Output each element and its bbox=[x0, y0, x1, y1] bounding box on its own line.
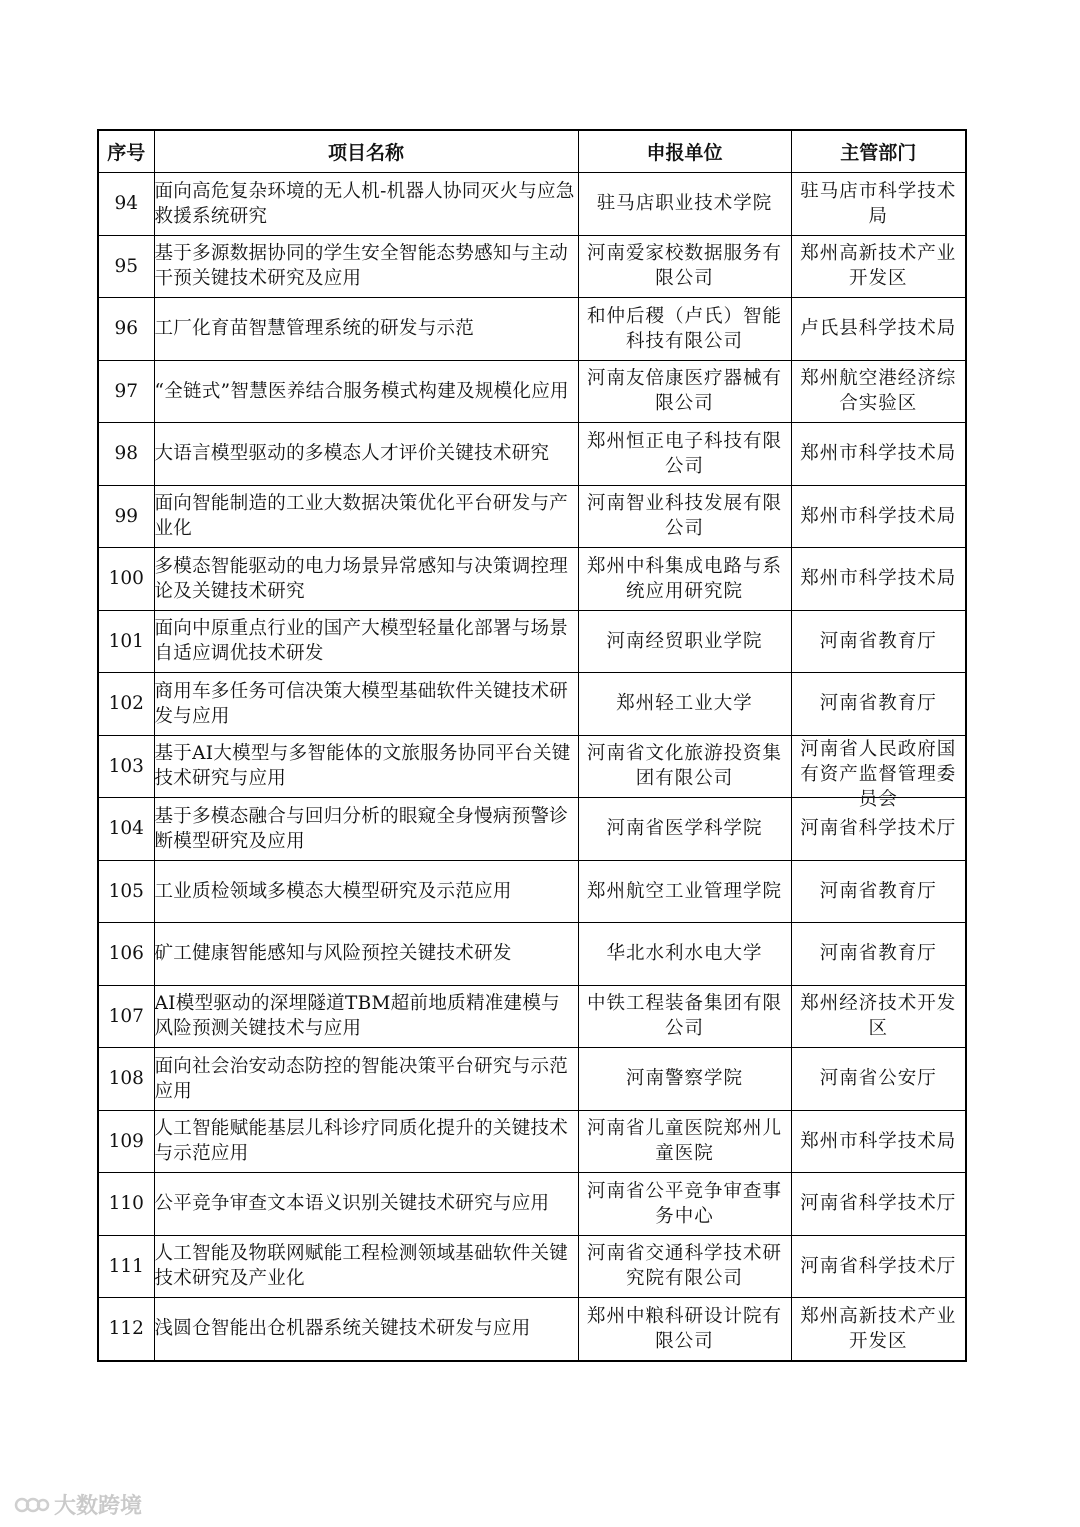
project-name-cell: 面向智能制造的工业大数据决策优化平台研发与产业化 bbox=[154, 485, 578, 548]
project-name-cell: 多模态智能驱动的电力场景异常感知与决策调控理论及关键技术研究 bbox=[154, 548, 578, 611]
supervising-dept-cell bbox=[791, 610, 966, 673]
supervising-dept-cell bbox=[791, 1110, 966, 1173]
serial-cell: 95 bbox=[98, 235, 154, 298]
supervising-dept-cell bbox=[791, 735, 966, 811]
supervising-dept-cell bbox=[791, 985, 966, 1048]
supervising-dept-text: 郑州市科学技术局 bbox=[800, 505, 957, 527]
supervising-dept-cell bbox=[791, 485, 966, 548]
applicant-unit-cell: 郑州中粮科研设计院有限公司 bbox=[578, 1298, 791, 1361]
supervising-dept-cell bbox=[791, 1235, 966, 1298]
serial-cell: 107 bbox=[98, 985, 154, 1048]
serial-cell: 106 bbox=[98, 923, 154, 986]
serial-cell: 96 bbox=[98, 298, 154, 361]
table-row bbox=[98, 860, 966, 923]
applicant-unit-cell: 河南省文化旅游投资集团有限公司 bbox=[578, 735, 791, 798]
applicant-unit-cell: 河南省医学科学院 bbox=[578, 798, 791, 861]
serial-cell: 94 bbox=[98, 173, 154, 236]
applicant-unit-cell: 郑州轻工业大学 bbox=[578, 673, 791, 736]
supervising-dept-text: 郑州高新技术产业开发区 bbox=[800, 243, 957, 290]
applicant-unit-cell: 郑州航空工业管理学院 bbox=[578, 860, 791, 923]
project-name-cell: 商用车多任务可信决策大模型基础软件关键技术研发与应用 bbox=[154, 673, 578, 736]
supervising-dept-text: 卢氏县科学技术局 bbox=[800, 318, 957, 340]
project-name-cell: “全链式”智慧医养结合服务模式构建及规模化应用 bbox=[154, 360, 578, 423]
applicant-unit-cell: 河南爱家校数据服务有限公司 bbox=[578, 235, 791, 298]
supervising-dept-cell bbox=[791, 923, 966, 986]
project-name-cell: 人工智能赋能基层儿科诊疗同质化提升的关键技术与示范应用 bbox=[154, 1110, 578, 1173]
project-name-cell: 工业质检领域多模态大模型研究及示范应用 bbox=[154, 860, 578, 923]
serial-cell: 111 bbox=[98, 1235, 154, 1298]
header-applicant-unit: 申报单位 bbox=[578, 130, 791, 173]
watermark-logo-icon bbox=[14, 1494, 50, 1516]
table-row bbox=[98, 423, 966, 486]
supervising-dept-text: 河南省教育厅 bbox=[819, 943, 937, 965]
project-name-cell: 工厂化育苗智慧管理系统的研发与示范 bbox=[154, 298, 578, 361]
table-row bbox=[98, 548, 966, 611]
serial-cell: 97 bbox=[98, 360, 154, 423]
applicant-unit-cell: 和仲后稷（卢氏）智能科技有限公司 bbox=[578, 298, 791, 361]
header-supervising-dept: 主管部门 bbox=[791, 130, 966, 173]
project-name-cell: 基于AI大模型与多智能体的文旅服务协同平台关键技术研究与应用 bbox=[154, 735, 578, 798]
project-name-cell: 基于多源数据协同的学生安全智能态势感知与主动干预关键技术研究及应用 bbox=[154, 235, 578, 298]
supervising-dept-text: 河南省科学技术厅 bbox=[800, 1193, 957, 1215]
serial-cell: 103 bbox=[98, 735, 154, 798]
supervising-dept-text: 郑州市科学技术局 bbox=[800, 443, 957, 465]
supervising-dept-text: 河南省人民政府国有资产监督管理委员会 bbox=[800, 739, 957, 811]
serial-cell: 98 bbox=[98, 423, 154, 486]
table-row bbox=[98, 673, 966, 736]
project-name-cell: AI模型驱动的深埋隧道TBM超前地质精准建模与风险预测关键技术与应用 bbox=[154, 985, 578, 1048]
applicant-unit-cell: 华北水利水电大学 bbox=[578, 923, 791, 986]
applicant-unit-cell: 郑州恒正电子科技有限公司 bbox=[578, 423, 791, 486]
table-row bbox=[98, 798, 966, 861]
table-row bbox=[98, 1173, 966, 1236]
table-row bbox=[98, 1298, 966, 1361]
supervising-dept-cell bbox=[791, 173, 966, 236]
table-row bbox=[98, 1048, 966, 1111]
header-serial: 序号 bbox=[98, 130, 154, 173]
supervising-dept-text: 郑州市科学技术局 bbox=[800, 568, 957, 590]
applicant-unit-cell: 中铁工程装备集团有限公司 bbox=[578, 985, 791, 1048]
table-body bbox=[98, 173, 966, 1361]
project-name-cell: 矿工健康智能感知与风险预控关键技术研发 bbox=[154, 923, 578, 986]
serial-cell: 99 bbox=[98, 485, 154, 548]
serial-cell: 100 bbox=[98, 548, 154, 611]
applicant-unit-cell: 河南省交通科学技术研究院有限公司 bbox=[578, 1235, 791, 1298]
table-header-row bbox=[98, 130, 966, 173]
supervising-dept-cell bbox=[791, 673, 966, 736]
serial-cell: 102 bbox=[98, 673, 154, 736]
project-name-cell: 公平竞争审查文本语义识别关键技术研究与应用 bbox=[154, 1173, 578, 1236]
applicant-unit-cell: 河南经贸职业学院 bbox=[578, 610, 791, 673]
supervising-dept-cell bbox=[791, 298, 966, 361]
serial-cell: 109 bbox=[98, 1110, 154, 1173]
supervising-dept-cell bbox=[791, 548, 966, 611]
table-row bbox=[98, 360, 966, 423]
serial-cell: 108 bbox=[98, 1048, 154, 1111]
applicant-unit-cell: 河南智业科技发展有限公司 bbox=[578, 485, 791, 548]
supervising-dept-cell bbox=[791, 860, 966, 923]
applicant-unit-cell: 郑州中科集成电路与系统应用研究院 bbox=[578, 548, 791, 611]
serial-cell: 112 bbox=[98, 1298, 154, 1361]
project-name-cell: 面向中原重点行业的国产大模型轻量化部署与场景自适应调优技术研发 bbox=[154, 610, 578, 673]
supervising-dept-cell bbox=[791, 1298, 966, 1361]
supervising-dept-text: 郑州经济技术开发区 bbox=[800, 993, 957, 1040]
table-row bbox=[98, 1235, 966, 1298]
serial-cell: 110 bbox=[98, 1173, 154, 1236]
supervising-dept-cell bbox=[791, 1173, 966, 1236]
supervising-dept-cell bbox=[791, 423, 966, 486]
watermark-text: 大数跨境 bbox=[54, 1494, 143, 1519]
serial-cell: 104 bbox=[98, 798, 154, 861]
supervising-dept-text: 河南省教育厅 bbox=[819, 630, 937, 652]
table-row bbox=[98, 923, 966, 986]
project-name-cell: 浅圆仓智能出仓机器系统关键技术研发与应用 bbox=[154, 1298, 578, 1361]
project-name-cell: 人工智能及物联网赋能工程检测领域基础软件关键技术研究及产业化 bbox=[154, 1235, 578, 1298]
supervising-dept-cell bbox=[791, 360, 966, 423]
applicant-unit-cell: 河南省儿童医院郑州儿童医院 bbox=[578, 1110, 791, 1173]
supervising-dept-text: 郑州市科学技术局 bbox=[800, 1130, 957, 1152]
table-row bbox=[98, 610, 966, 673]
supervising-dept-cell bbox=[791, 1048, 966, 1111]
supervising-dept-text: 河南省科学技术厅 bbox=[800, 1255, 957, 1277]
supervising-dept-text: 河南省科学技术厅 bbox=[800, 818, 957, 840]
supervising-dept-text: 河南省教育厅 bbox=[819, 880, 937, 902]
supervising-dept-text: 郑州航空港经济综合实验区 bbox=[800, 368, 957, 415]
project-name-cell: 面向社会治安动态防控的智能决策平台研究与示范应用 bbox=[154, 1048, 578, 1111]
applicant-unit-cell: 河南警察学院 bbox=[578, 1048, 791, 1111]
watermark bbox=[14, 1489, 142, 1520]
applicant-unit-cell: 河南友倍康医疗器械有限公司 bbox=[578, 360, 791, 423]
table-row bbox=[98, 1110, 966, 1173]
table-row bbox=[98, 735, 966, 798]
supervising-dept-text: 河南省教育厅 bbox=[819, 693, 937, 715]
supervising-dept-text: 驻马店市科学技术局 bbox=[800, 180, 957, 227]
table-row bbox=[98, 485, 966, 548]
project-name-cell: 大语言模型驱动的多模态人才评价关键技术研究 bbox=[154, 423, 578, 486]
project-table bbox=[97, 129, 967, 1362]
supervising-dept-text: 郑州高新技术产业开发区 bbox=[800, 1305, 957, 1352]
table-row bbox=[98, 235, 966, 298]
table-row bbox=[98, 298, 966, 361]
supervising-dept-text: 河南省公安厅 bbox=[819, 1068, 937, 1090]
serial-cell: 105 bbox=[98, 860, 154, 923]
table-row bbox=[98, 173, 966, 236]
serial-cell: 101 bbox=[98, 610, 154, 673]
applicant-unit-cell: 驻马店职业技术学院 bbox=[578, 173, 791, 236]
applicant-unit-cell: 河南省公平竞争审查事务中心 bbox=[578, 1173, 791, 1236]
table-row bbox=[98, 985, 966, 1048]
project-name-cell: 基于多模态融合与回归分析的眼窥全身慢病预警诊断模型研究及应用 bbox=[154, 798, 578, 861]
header-project-name: 项目名称 bbox=[154, 130, 578, 173]
project-name-cell: 面向高危复杂环境的无人机-机器人协同灭火与应急救援系统研究 bbox=[154, 173, 578, 236]
supervising-dept-cell bbox=[791, 235, 966, 298]
